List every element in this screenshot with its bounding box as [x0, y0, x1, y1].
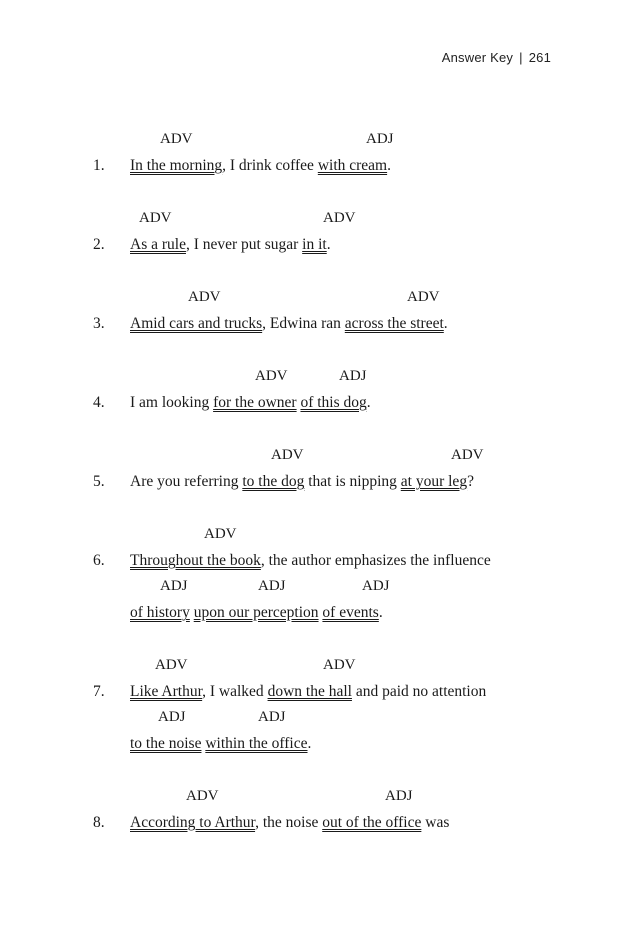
sentence-6 — [130, 551, 491, 571]
tag-4-adv: ADV — [255, 368, 288, 384]
item-number-3: 3. — [93, 315, 105, 332]
header-title: Answer Key — [441, 50, 514, 65]
phrase: of this dog — [300, 394, 367, 411]
text: . — [378, 604, 383, 621]
tag-7-adj-a: ADJ — [158, 709, 186, 725]
tag-6-adv: ADV — [204, 526, 237, 542]
tag-2-adv-b: ADV — [323, 210, 356, 226]
text: I am looking — [130, 394, 214, 411]
text: . — [307, 735, 312, 752]
phrase: in it — [302, 236, 327, 253]
item-number-1: 1. — [93, 157, 105, 174]
text: . — [387, 157, 391, 174]
tag-7-adj-b: ADJ — [258, 709, 286, 725]
text: . — [443, 315, 448, 332]
item-number-6: 6. — [93, 552, 105, 569]
sentence-7-continued — [130, 734, 311, 754]
tag-6-adj-c: ADJ — [362, 578, 390, 594]
phrase: to the noise — [130, 735, 202, 752]
phrase: upon our perception — [193, 604, 319, 621]
text: , Edwina ran — [262, 315, 345, 332]
phrase: According to Arthur — [130, 814, 256, 831]
text: , I drink coffee — [222, 157, 318, 174]
phrase: across the street — [344, 315, 444, 332]
tag-6-adj-b: ADJ — [258, 578, 286, 594]
text: , I walked — [202, 683, 268, 700]
phrase: with cream — [317, 157, 388, 174]
item-number-2: 2. — [93, 236, 105, 253]
text: , the author emphasizes the influence — [260, 552, 491, 569]
tag-1-adv: ADV — [160, 131, 193, 147]
sentence-8 — [130, 813, 449, 833]
phrase: within the office — [205, 735, 308, 752]
phrase: for the owner — [213, 394, 297, 411]
tag-7-adv-b: ADV — [323, 657, 356, 673]
text: and paid no attention — [351, 683, 487, 700]
text: ? — [467, 473, 474, 490]
running-header — [442, 50, 551, 65]
sentence-1 — [130, 156, 391, 176]
item-number-7: 7. — [93, 683, 105, 700]
tag-5-adv: ADV — [271, 447, 304, 463]
text: was — [421, 814, 450, 831]
sentence-4 — [130, 393, 371, 413]
phrase: Amid cars and trucks — [130, 315, 263, 332]
phrase: down the hall — [267, 683, 352, 700]
item-number-5: 5. — [93, 473, 105, 490]
phrase: In the morning — [130, 157, 223, 174]
item-number-8: 8. — [93, 814, 105, 831]
item-number-4: 4. — [93, 394, 105, 411]
phrase: As a rule — [130, 236, 186, 253]
tag-3-adv: ADV — [188, 289, 221, 305]
tag-5-adv-b: ADV — [451, 447, 484, 463]
tag-7-adv: ADV — [155, 657, 188, 673]
sentence-3 — [130, 314, 448, 334]
phrase: Throughout the book — [130, 552, 261, 569]
header-separator: | — [519, 50, 523, 65]
phrase: Like Arthur — [130, 683, 203, 700]
text: . — [326, 236, 331, 253]
tag-8-adj: ADJ — [385, 788, 413, 804]
sentence-5 — [130, 472, 474, 492]
tag-2-adv: ADV — [139, 210, 172, 226]
tag-1-adj: ADJ — [366, 131, 394, 147]
tag-4-adj: ADJ — [339, 368, 367, 384]
text: , the noise — [255, 814, 323, 831]
phrase: to the dog — [242, 473, 305, 490]
phrase: of events — [322, 604, 379, 621]
text: that is nipping — [304, 473, 401, 490]
page-number: 261 — [528, 50, 551, 65]
text: Are you referring — [130, 473, 243, 490]
phrase: of history — [130, 604, 190, 621]
text: , I never put sugar — [185, 236, 303, 253]
phrase: at your leg — [400, 473, 468, 490]
sentence-7 — [130, 682, 486, 702]
text: . — [366, 394, 371, 411]
tag-3-adv-b: ADV — [407, 289, 440, 305]
sentence-2 — [130, 235, 331, 255]
phrase: out of the office — [322, 814, 422, 831]
tag-8-adv: ADV — [186, 788, 219, 804]
sentence-6-continued — [130, 603, 383, 623]
tag-6-adj-a: ADJ — [160, 578, 188, 594]
